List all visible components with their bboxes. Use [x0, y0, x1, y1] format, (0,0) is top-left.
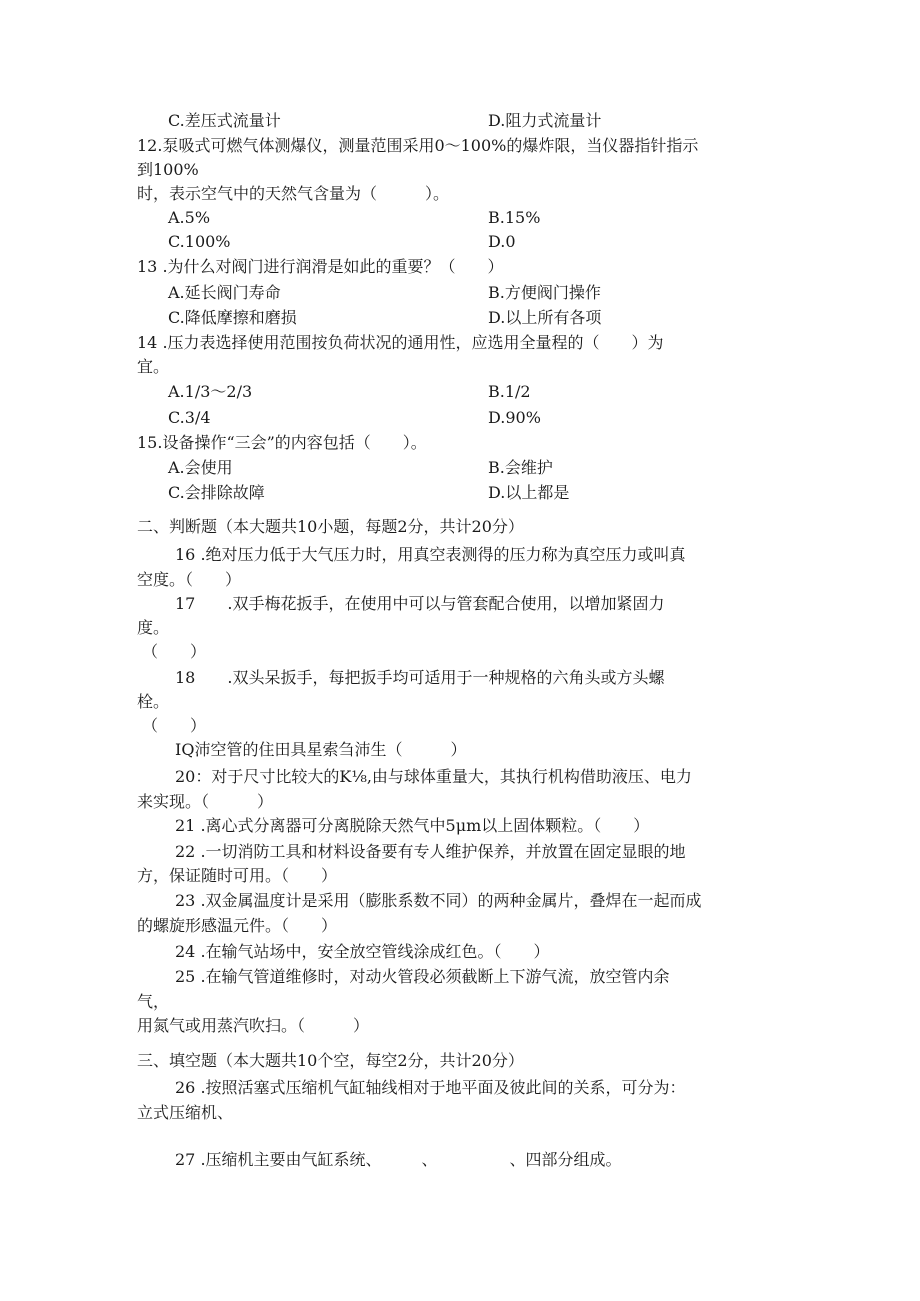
q15-option-c: C.会排除故障 [168, 483, 265, 502]
q12-option-d: D.0 [488, 232, 516, 251]
q12-stem-line1: 12.泵吸式可燃气体测爆仪，测量范围采用0～100%的爆炸限，当仪器指针指示 [137, 136, 699, 155]
q13-option-d: D.以上所有各项 [488, 308, 602, 327]
q14-option-d: D.90% [488, 408, 541, 427]
q11-option-c: C.差压式流量计 [168, 111, 281, 130]
q25-line2: 气， [137, 992, 170, 1011]
q17-line2: 度。 [137, 618, 170, 637]
q12-option-b: B.15% [488, 208, 541, 227]
q25-line1: 25 .在输气管道维修时，对动火管段必须截断上下游气流，放空管内余 [175, 967, 670, 986]
q20-line2: 来实现。（ ） [137, 792, 274, 811]
q13-option-a: A.延长阀门寿命 [168, 283, 281, 302]
q26-line2: 立式压缩机、 [137, 1103, 234, 1122]
q18-line1: 18 .双头呆扳手，每把扳手均可适用于一种规格的六角头或方头螺 [175, 668, 665, 687]
q27-line: 27 .压缩机主要由气缸系统、 、 、四部分组成。 [175, 1150, 622, 1169]
q15-option-a: A.会使用 [168, 458, 233, 477]
q22-line2: 方，保证随时可用。（ ） [137, 866, 338, 885]
q13-option-b: B.方便阀门操作 [488, 283, 601, 302]
q20-line1: 20：对于尺寸比较大的K⅛,由与球体重量大，其执行机构借助液压、电力 [175, 767, 692, 786]
q14-stem-line1: 14 .压力表选择使用范围按负荷状况的通用性，应选用全量程的（ ）为 [137, 333, 664, 352]
section-3-heading: 三、填空题（本大题共10个空，每空2分，共计20分） [137, 1051, 524, 1070]
q17-line1: 17 .双手梅花扳手，在使用中可以与管套配合使用，以增加紧固力 [175, 594, 665, 613]
q23-line1: 23 .双金属温度计是采用（膨胀系数不同）的两种金属片，叠焊在一起而成 [175, 891, 702, 910]
q19-line: IQ沛空管的住田具星索刍沛生（ ） [175, 740, 467, 759]
q23-line2: 的螺旋形感温元件。（ ） [137, 916, 338, 935]
q14-option-c: C.3/4 [168, 408, 211, 427]
q13-stem: 13 .为什么对阀门进行润滑是如此的重要？（ ） [137, 257, 504, 276]
q11-option-d: D.阻力式流量计 [488, 111, 602, 130]
q12-option-c: C.100% [168, 232, 231, 251]
q12-option-a: A.5% [168, 208, 211, 227]
q17-line3: （ ） [142, 642, 207, 661]
q15-option-b: B.会维护 [488, 458, 553, 477]
q22-line1: 22 .一切消防工具和材料设备要有专人维护保养，并放置在固定显眼的地 [175, 842, 686, 861]
q21-line: 21 .离心式分离器可分离脱除天然气中5μm以上固体颗粒。（ ） [175, 816, 650, 835]
q24-line: 24 .在输气站场中，安全放空管线涂成红色。（ ） [175, 942, 550, 961]
q18-line3: （ ） [142, 716, 207, 735]
q14-option-b: B.1/2 [488, 382, 531, 401]
q12-stem-line2: 到100% [137, 160, 199, 179]
section-2-heading: 二、判断题（本大题共10小题，每题2分，共计20分） [137, 517, 524, 536]
q15-stem: 15.设备操作“三会”的内容包括（ ）。 [137, 433, 427, 452]
q14-option-a: A.1/3～2/3 [168, 382, 253, 401]
q16-line1: 16 .绝对压力低于大气压力时，用真空表测得的压力称为真空压力或叫真 [175, 545, 686, 564]
q13-option-c: C.降低摩擦和磨损 [168, 308, 297, 327]
q16-line2: 空度。（ ） [137, 570, 242, 589]
q14-stem-line2: 宜。 [137, 357, 170, 376]
q25-line3: 用氮气或用蒸汽吹扫。（ ） [137, 1016, 370, 1035]
q12-stem-line3: 时，表示空气中的天然气含量为（ ）。 [137, 184, 450, 203]
q15-option-d: D.以上都是 [488, 483, 570, 502]
q18-line2: 栓。 [137, 692, 170, 711]
q26-line1: 26 .按照活塞式压缩机气缸轴线相对于地平面及彼此间的关系，可分为： [175, 1078, 686, 1097]
